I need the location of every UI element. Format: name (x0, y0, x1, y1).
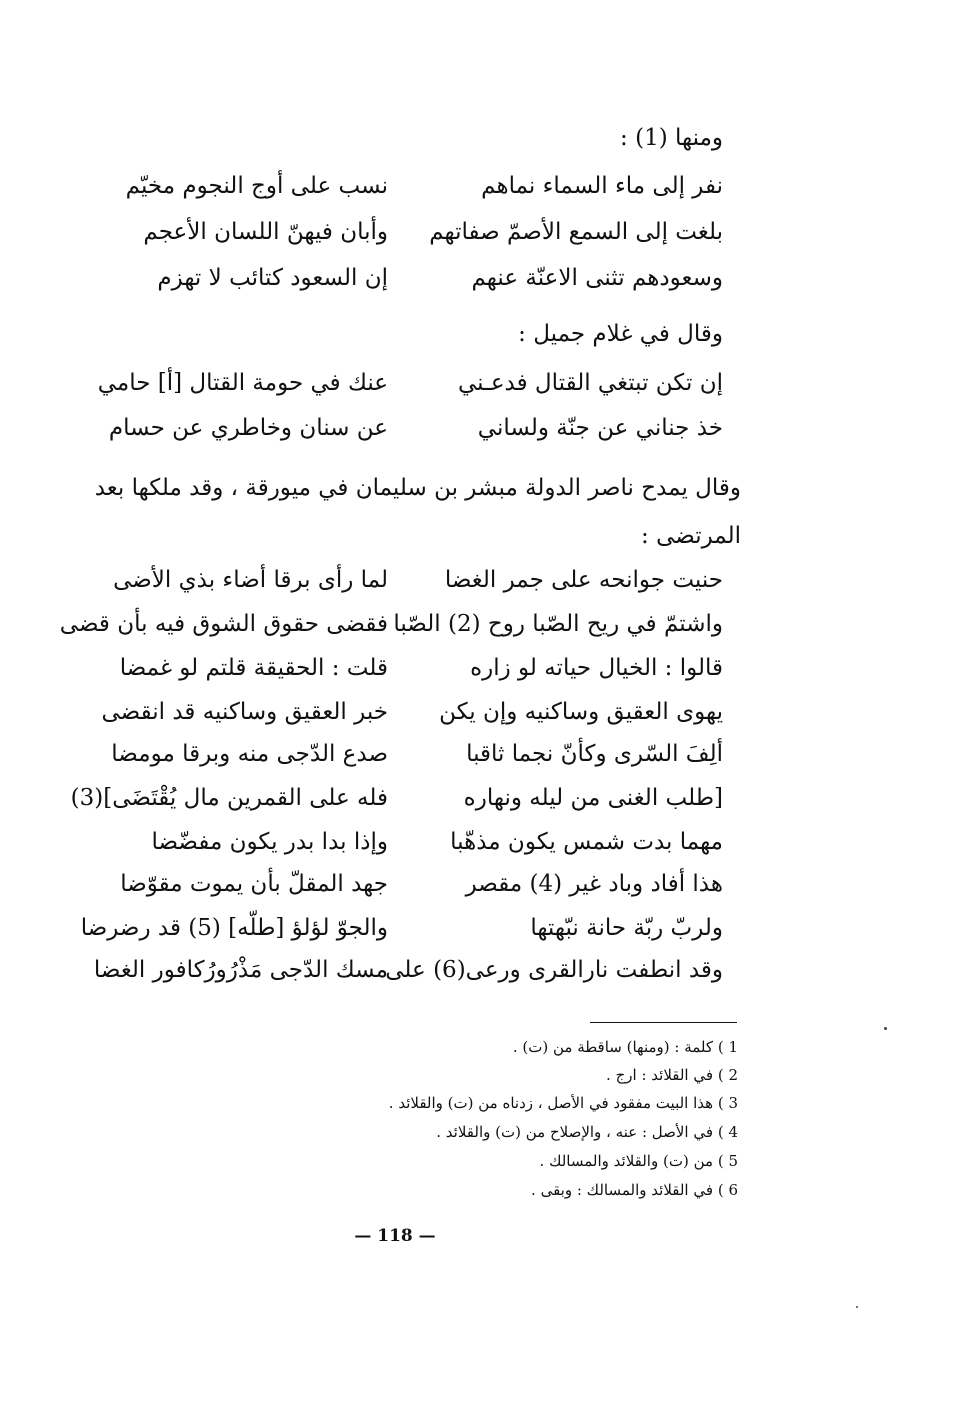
poem3-verse10-right: وقد انطفت نارالقرى ورعى(6) على (385, 957, 723, 983)
poem3-verse8-left: جهد المقلّ بأن يموت مقوّضا (120, 871, 388, 897)
footnote-number: 1 ) (717, 1038, 738, 1056)
footnote-number: 4 ) (717, 1123, 738, 1141)
footnote-text: في الأصل : عنه ، والإصلاح من (ت) والقلائد . (436, 1123, 714, 1141)
footnote-1 (513, 1036, 738, 1058)
footnote-number: 6 ) (717, 1181, 738, 1199)
poem3-verse4-left: خبر العقيق وساكنيه قد انقضى (101, 699, 388, 725)
poem3-intro-line1: وقال يمدح ناصر الدولة مبشر بن سليمان في ميورقة ، وقد ملكها بعد (94, 475, 741, 501)
poem3-verse4-right: يهوى العقيق وساكنيه وإن يكن (439, 699, 723, 725)
poem3-verse5-right: ألِفَ السّرى وكأنّ نجما ثاقبا (466, 741, 723, 767)
poem3-verse1-left: لما رأى برقا أضاء بذي الأضى (113, 567, 388, 593)
scan-speck (884, 1027, 887, 1030)
footnote-text: هذا البيت مفقود في الأصل ، زدناه من (ت) والقلائد . (388, 1094, 714, 1112)
poem3-verse2-left: فقضى حقوق الشوق فيه بأن قضى (59, 611, 388, 637)
poem1-verse2-right: بلغت إلى السمع الأصمّ صفاتهم (429, 219, 723, 245)
footnote-text: كلمة : (ومنها) ساقطة من (ت) . (512, 1038, 714, 1056)
footnote-number: 2 ) (717, 1066, 738, 1084)
poem3-verse3-left: قلت : الحقيقة قلتم لو غمضا (119, 655, 388, 681)
poem3-verse7-right: مهما بدت شمس يكون مذهّبا (450, 829, 723, 855)
poem1-verse3-right: وسعودهم تثنى الاعنّة عنهم (471, 265, 723, 291)
poem3-verse3-right: قالوا : الخيال حياته لو زاره (470, 655, 723, 681)
poem3-intro-line2: المرتضى : (641, 523, 741, 549)
poem3-verse9-left: والجوّ لؤلؤ [طلّه] (5) قد رضرضا (80, 915, 388, 941)
poem3-verse5-left: صدع الدّجى منه وبرقا مومضا (111, 741, 388, 767)
poem1-heading: ومنها (1) : (620, 125, 723, 151)
poem1-verse1-left: نسب على أوج النجوم مخيّم (125, 173, 388, 199)
footnote-text: من (ت) والقلائد والمسالك . (539, 1152, 714, 1170)
footnote-3 (389, 1092, 738, 1114)
poem3-verse7-left: وإذا بدا بدر يكون مفضّضا (151, 829, 388, 855)
footnote-number: 3 ) (717, 1094, 738, 1112)
footnote-number: 5 ) (717, 1152, 738, 1170)
poem3-verse8-right: هذا أفاد وباد غير (4) مقصر (465, 871, 723, 897)
poem3-verse6-left: فله على القمرين مال يُقْتَضَى](3) (70, 785, 388, 811)
poem1-verse1-right: نفر إلى ماء السماء نماهم (481, 173, 723, 199)
poem3-verse10-left: مسك الدّجى مَذْرُورُكافور الغضا (93, 957, 388, 983)
poem3-verse1-right: حنيت جوانحه على جمر الغضا (444, 567, 723, 593)
poem1-verse3-left: إن السعود كتائب لا تهزم (157, 265, 388, 291)
footnote-text: في القلائد : ارج . (606, 1066, 714, 1084)
poem1-verse2-left: وأبان فيهنّ اللسان الأعجم (143, 219, 388, 245)
poem3-verse6-right: [طلب الغنى من ليله ونهاره (463, 785, 723, 811)
poem3-verse2-right: واشتمّ في ريح الصّبا روح (2) الصّبا (393, 611, 723, 637)
poem2-verse1-right: إن تكن تبتغي القتال فدعـني (457, 370, 723, 396)
poem2-verse2-left: عن سنان وخاطري عن حسام (108, 415, 388, 441)
poem2-verse1-left: عنك في حومة القتال [أ] حامي (97, 370, 388, 396)
page-number: — 118 — (354, 1226, 436, 1246)
poem2-verse2-right: خذ جناني عن جنّة ولساني (477, 415, 723, 441)
poem3-verse9-right: ولربّ ربّة حانة نبّهتها (530, 915, 723, 941)
footnote-text: في القلائد والمسالك : وبقى . (531, 1181, 714, 1199)
poem2-heading: وقال في غلام جميل : (518, 321, 723, 347)
footnote-4 (436, 1121, 738, 1143)
scan-speck (856, 1306, 858, 1308)
footnote-6 (531, 1179, 738, 1201)
footnote-2 (606, 1064, 738, 1086)
footnote-5 (540, 1150, 738, 1172)
footnote-separator (590, 1022, 737, 1023)
